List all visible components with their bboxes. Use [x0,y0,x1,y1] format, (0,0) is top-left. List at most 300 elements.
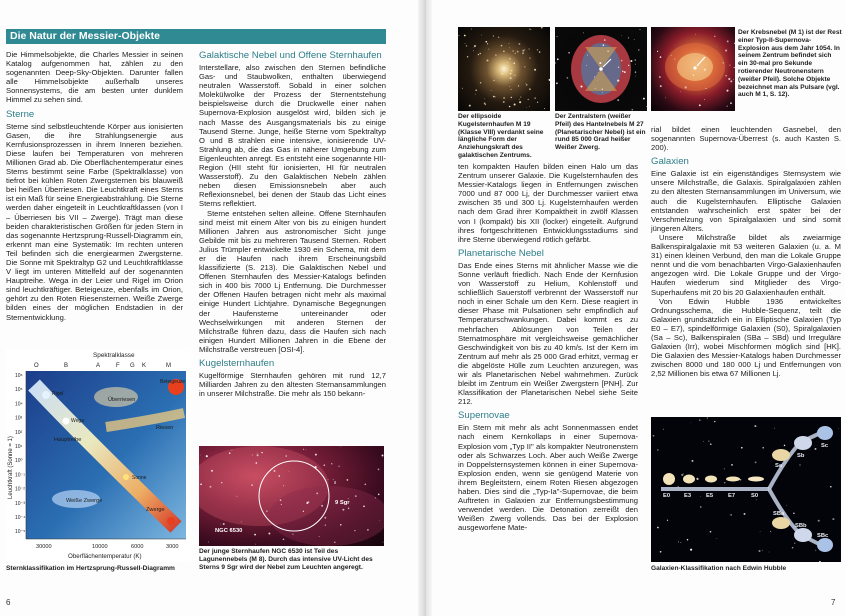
supernovae-paragraph: Ein Stern mit mehr als acht Sonnenmassen endet nach einem Kernkollaps in einer Supernova-Explosion vom „Typ II" als kompakter Neutronenstern oder als Schwarzes Loch. Aber auch Weiße Zwerge in Doppelsternsystemen können in einer Supernova-Explosion enden, wenn sie genügend Materie von ihrem Begleitstern, einem Roten Riesen abgezogen haben. Dies sind die „Typ-Ia"-Supernovae, die beim Auftreten in Galaxien zur Entfernungsbestimmung verwendet werden. Die Detonation zerreißt den Weißen Zwerg vollends. Das bei der Explosion ausgeworfene Mate- [458,423,638,533]
star-dot [340,524,342,526]
star-dot [367,529,369,531]
star-dot [315,454,317,456]
star-dot [303,511,304,512]
star-dot [539,51,541,53]
star-dot [495,54,496,55]
hr-y-tick: 10³ [15,415,23,422]
star-dot [537,49,538,50]
star-dot [724,482,726,484]
star-dot [657,527,659,529]
star-dot [512,50,514,52]
star-dot [520,97,521,98]
star-dot [838,428,839,429]
star-dot [680,92,681,93]
star-dot [599,62,601,64]
star-dot [509,58,511,60]
star-dot [229,452,231,454]
star-dot [522,52,524,54]
star-dot [716,538,717,539]
star-dot [462,88,463,89]
star-dot [268,533,270,535]
star-dot [325,524,326,525]
star-dot [700,506,701,507]
star-dot [598,72,599,73]
star-dot [678,541,679,542]
star-dot [479,53,481,55]
hr-spectral-class-o: O [34,363,39,369]
star-dot [375,497,376,498]
star-dot [355,495,357,497]
star-dot [760,531,761,532]
star-dot [518,85,519,86]
star-dot [793,513,795,515]
hubble-sba-shape [772,517,790,529]
star-dot [236,496,237,497]
star-dot [659,76,661,78]
star-dot [624,71,626,73]
page-title: Die Natur der Messier-Objekte [6,29,386,44]
star-dot [707,417,708,418]
star-dot [509,43,510,44]
star-dot [708,441,709,442]
star-dot [473,50,474,51]
hubble-label-sa: Sa [775,463,783,469]
star-dot [603,44,605,46]
hr-spectral-class-b: B [64,363,69,369]
star-dot [699,419,701,421]
star-dot [510,73,512,75]
star-dot [493,35,494,36]
planetarische-paragraph: Das Ende eines Sterns mit ähnlicher Masse wie die Sonne verläuft friedlich. Nach Ende der Kernfusion von Wasserstoff zu Helium, Kohlenstoff und schließlich Sauerstoff verbrennt der Wasserstoff nur noch in einer Schale um den Kern. Diese reagiert in dieser Phase mit Pulsationen sehr empfindlich auf Temperaturschwankungen. Dabei kommt es zu mehrfachen Ablösungen von Teilen der Sternatmosphäre mit vergleichsweise gemächlicher Geschwindigkeit von bis zu 40 km/s. Ist der Kern im Zentrum auf mehr als 25 000 Grad erhitzt, vermag er die abgelöste Hülle zum Leuchten anzuregen, was wir als Planetarischen Nebel wahrnehmen. Zurück bleibt im Zentrum ein Weißer Zwergstern [PNH]. Zur Klassifikation der Planetarischen Nebel siehe Seite 212. [458,260,638,407]
star-dot [646,106,647,107]
star-dot [567,77,569,79]
hr-title: Spektralklasse [93,352,135,359]
page-number-left: 6 [6,598,11,607]
hr-label-zwerge: Zwerge [146,507,165,513]
hr-y-tick: 10⁻² [15,486,25,493]
star-dot [211,470,213,472]
star-dot [657,51,658,52]
star-dot [730,80,732,82]
star-dot [210,486,212,488]
star-dot [363,506,365,508]
heading-nebel: Galaktische Nebel und Offene Sternhaufen [199,50,382,61]
star-dot [728,78,730,80]
star-dot [319,536,320,537]
star-dot [338,466,339,467]
star-dot [660,551,662,553]
star-dot [730,102,732,104]
star-dot [498,37,500,39]
star-dot [206,455,208,457]
star-dot [755,461,757,463]
star-dot [681,474,683,476]
star-dot [503,51,504,52]
star-dot [331,463,332,464]
star-dot [220,524,221,525]
star-dot [306,502,308,504]
star-dot [474,45,476,47]
hr-y-tick: 10⁻¹ [15,472,25,479]
star-dot [769,552,770,553]
star-dot [529,48,530,49]
hubble-label-sb: Sb [797,453,805,459]
star-dot [700,496,701,497]
hubble-svg [651,417,841,562]
hr-dwarf-dot [167,517,175,525]
hr-x-tick-labels [36,544,178,550]
star-dot [635,76,636,77]
star-dot [280,499,282,501]
star-dot [671,55,672,56]
star-dot [714,421,715,422]
star-dot [628,37,629,38]
star-dot [208,542,209,543]
star-dot [622,71,624,73]
star-dot [255,462,257,464]
star-dot [657,449,658,450]
star-dot [519,99,520,100]
caption-hubble: Galaxien-Klassifikation nach Edwin Hubble [651,565,787,572]
column-left-1 [6,50,183,322]
star-dot [518,43,520,45]
star-dot [507,62,508,63]
star-dot [587,55,588,56]
hr-spectral-class-k: K [142,363,147,369]
hr-y-tick: 10⁶ [15,373,23,379]
star-dot [635,64,636,65]
star-dot [770,531,771,532]
star-dot [501,73,503,75]
star-dot [594,76,595,77]
star-dot [524,66,525,67]
star-dot [680,542,681,543]
star-dot [730,514,731,515]
hr-rigel-dot [42,391,50,399]
star-dot [534,97,536,99]
hr-x-tick: 3000 [166,544,179,550]
hr-label-ueberriesen: Überriesen [108,397,136,403]
hr-y-label: Leuchtkraft (Sonne = 1) [8,436,14,499]
hr-label-rigel: Rigel [52,391,64,397]
star-dot [667,520,668,521]
star-dot [200,455,201,456]
star-dot [493,96,495,98]
star-dot [511,97,512,98]
star-dot [731,464,733,466]
heading-sterne: Sterne [6,108,35,120]
hr-label-weisse-zwerge: Weiße Zwerge [66,498,103,504]
star-dot [503,97,505,99]
star-dot [792,547,794,549]
star-dot [480,82,481,83]
star-dot [729,65,730,66]
star-dot [617,99,619,101]
hr-x-tick: 30000 [36,544,52,550]
star-dot [714,36,715,37]
star-dot [754,425,756,427]
nebel-paragraph-1: Interstellare, also zwischen den Sternen befindliche Gas- und Staubwolken, enthalten überwiegend neutralen Wasserstoff. Sobald in einer solchen Molekülwolke der Prozess der Sternentstehung beispielsweise durch die Druckwelle einer nahen Supernova-Explosion ausgelöst wird, bilden sich je nach Masse des Ausgangsmaterials bis zu einige Tausend Sterne. Junge, heiße Sterne vom Spektraltyp O und B strahlen eine intensive, ionisierende UV-Strahlung ab, die das Gas in näherer Umgebung zum Eigenleuchten anregt. Es entsteht eine sogenannte HII-Region (HII steht für ionisierten, HI für neutralen Wasserstoff). Zu den Galaktischen Nebeln zählen neben diesen Emissionsnebeln aber auch Reflexionsnebel, bei denen der Staub das Licht eines Sterns reflektiert. [199,63,386,209]
star-dot [815,550,816,551]
hubble-e5-shape [705,476,717,483]
hr-x-tick: 6000 [131,544,144,550]
caption-krebsnebel: Der Krebsnebel (M 1) ist der Rest einer Typ-II-Supernova-Explosion aus dem Jahr 1054. In seinem Zentrum befindet sich ein 30-mal pro Sekunde rotierender Neutronenstern (weißer Pfeil). Solche Objekte bezeichnet man als Pulsare (vgl. auch M 1, S. 12). [738,29,842,99]
hr-diagram [6,349,191,561]
star-dot [513,62,515,64]
star-dot [529,106,530,107]
hubble-diagram [651,417,841,562]
star-dot [354,530,355,531]
star-dot [734,67,735,68]
hr-spectral-class-a: A [96,363,101,369]
hubble-sbb-shape [794,528,812,542]
star-dot [488,49,489,50]
star-dot [607,51,608,52]
star-dot [710,443,711,444]
star-dot [347,479,349,481]
star-dot [223,523,225,525]
hr-spectral-class-f: F [116,363,120,369]
star-dot [474,47,475,48]
star-dot [324,517,326,519]
star-dot [537,102,538,103]
hr-y-tick: 10⁵ [15,387,23,394]
star-dot [485,41,487,43]
star-dot [663,429,664,430]
star-dot [830,486,832,488]
page-number-right: 7 [831,598,836,607]
star-dot [484,102,486,104]
hubble-e7-shape [726,477,740,482]
hr-spectral-class-m: M [166,363,171,369]
ngc-label: NGC 6530 [215,528,243,534]
nebel-paragraph-2: Sterne entstehen selten alleine. Offene Sternhaufen sind meist mit einem Alter von bis zu einigen hundert Millionen Jahren aus astronomischer Sicht junge Gebilde mit bis zu mehreren Tausend Sternen. Robert Julius Trümpler entwickelte 1930 ein Schema, mit dem er die Haufen nach ihrem Erscheinungsbild klassifizierte (S. 213). Die Galaktischen Nebel und Offenen Sternhaufen des Messier-Katalogs befinden sich in 400 bis 7000 Lj Entfernung. Die Durchmesser der Offenen Haufen betragen nicht mehr als maximal einige Hundert Lichtjahre. Dynamische Begegnungen der Haufensterne untereinander oder Wechselwirkungen mit anderen Sternen der Milchstraße führen dazu, dass die Haufen sich nach einigen Hundert Millionen Jahren in die Ebene der Milchstraße verstreuen [OSI-4]. [199,208,386,354]
star-dot [818,520,820,522]
star-dot [324,464,325,465]
star-dot [257,454,259,456]
hubble-sc-shape [817,426,833,440]
star-dot [617,80,619,82]
star-dot [491,90,492,91]
hr-label-beteigeuze: Beteigeuze [160,379,186,385]
star-dot [660,56,662,58]
hr-y-tick-labels [15,373,25,535]
star-dot [583,32,584,33]
m19-photo-svg [458,27,550,111]
star-dot [251,484,253,486]
star-dot [261,452,262,453]
star-dot [628,65,629,66]
star-dot [653,435,655,437]
galaxien-paragraph-2: Unsere Milchstraße bildet als zweiarmige Balkenspiralgalaxie mit 53 weiteren Galaxien (u. a. M 31) einen kleinen Verbund, den man die Lokale Gruppe nennt und die vom benachbarten Virgo-Galaxienhaufen angezogen wird. Die Lokale Gruppe und der Virgo-Haufen wiederum sind Mitglieder des Virgo-Superhaufens mit 20 bis 20 Galaxienhaufen enthält. [651,232,841,297]
star-dot [529,57,530,58]
caption-m27: Der Zentralstern (weißer Pfeil) des Hantelnebels M 27 (Planetarischer Nebel) ist ein rund 85 000 Grad heißer Weißer Zwerg. [555,113,646,152]
caption-hr-diagram: Sternklassifikation im Hertzsprung-Russell-Diagramm [6,565,175,572]
star-dot [254,534,256,536]
hr-y-tick: 10¹ [15,444,23,450]
star-dot [328,479,329,480]
star-dot [621,35,622,36]
star-dot [727,40,729,42]
star-dot [241,521,242,522]
star-dot [815,448,817,450]
star-dot [478,54,479,55]
kugel-paragraph: Kugelförmige Sternhaufen gehören mit rund 12,7 Milliarden Jahren zu den ältesten Sternansammlungen in unserer Milchstraße. Die mehr als 150 bekann- [199,371,386,399]
star-dot [741,447,743,449]
star-dot [555,62,556,63]
hr-label-riesen: Riesen [156,425,174,431]
star-dot [529,29,530,30]
hubble-label-e0: E0 [663,493,671,499]
star-dot [511,89,512,90]
star-dot [200,483,202,485]
hubble-label-sbb: SBb [795,523,807,529]
star-dot [519,101,521,103]
star-dot [734,43,735,45]
column-left-2 [199,50,386,398]
photo-krebsnebel [651,27,735,111]
star-dot [819,561,821,562]
star-dot [687,539,688,540]
star-dot [484,99,485,100]
star-dot [786,505,787,506]
star-dot [306,449,307,450]
star-dot [526,83,527,84]
star-dot [364,483,366,485]
star-dot [514,103,516,105]
star-dot [704,99,705,100]
star-dot [727,90,729,92]
hubble-e0-shape [663,473,675,485]
star-dot [703,441,704,442]
hr-y-tick: 10⁻³ [15,500,25,507]
star-dot [342,509,344,511]
star-dot [252,454,253,455]
intro-paragraph: Die Himmelsobjekte, die Charles Messier in seinen Katalog aufgenommen hat, zählen zu den sogenannten Deep-Sky-Objekten. Darunter fallen alle Himmelsobjekte außerhalb unseres Sonnensystems, die am besten unter dunklem Himmel zu sehen sind. [6,50,183,105]
book-gutter [418,0,432,616]
star-dot [717,46,718,47]
star-dot [784,445,786,447]
hr-y-tick: 10⁻⁴ [15,515,26,521]
star-dot [255,544,256,545]
star-dot [273,470,275,472]
star-dot [517,51,519,53]
hubble-label-sbc: SBc [817,533,829,539]
m27-photo-svg [555,27,647,111]
star-dot [758,550,760,552]
hr-label-sonne: Sonne [132,475,147,481]
star-dot [526,84,528,86]
star-dot [665,97,666,98]
star-dot [529,88,531,90]
star-dot [774,428,775,429]
krebs-photo-svg [651,27,735,111]
star-dot [493,80,494,81]
star-dot [526,107,527,108]
hubble-label-sba: SBa [773,511,785,517]
star-dot [283,538,285,540]
star-dot [534,69,536,71]
hr-y-tick: 10⁴ [15,401,23,408]
galaxien-paragraph-3: Von Edwin Hubble 1936 entwickeltes Ordnungsschema, die Hubble-Sequenz, teilt die Galaxien grundsätzlich ein in Elliptische Galaxien (Typ E0 – E7), spindelförmige Galaxien (S0), Spiralgalaxien (Sa – Sc), Balkenspiralen (SBa – SBd) und Irreguläre Galaxien (Irr), wobei Mischformen möglich sind [HK]. Die Galaxien des Messier-Katalogs haben Durchmesser zwischen 8000 und 180 000 Lj und Entfernungen von 2,52 Millionen bis etwa 67 Millionen Lj. [651,296,841,379]
star-dot [510,77,512,79]
star-dot [334,541,336,543]
hubble-sb-shape [794,436,812,450]
star-dot [756,500,757,501]
star-dot [643,98,645,100]
star-dot [321,505,323,507]
photo-m19 [458,27,550,111]
star-dot [266,510,267,511]
caption-ngc-6530: Der junge Sternhaufen NGC 6530 ist Teil des Lagunennebels (M 8). Durch das intensive UV-Licht des Sterns 9 Sgr wird der Nebel zum Leuchten angeregt. [199,548,373,571]
hubble-label-e3: E3 [684,493,692,499]
hubble-sa-shape [772,449,790,461]
star-dot [597,80,598,81]
hubble-label-s0: S0 [751,493,759,499]
star-dot [511,70,512,71]
star-dot [634,39,635,40]
star-dot [221,482,222,483]
star-dot [278,475,280,477]
star-dot [638,49,640,51]
photo-m27 [555,27,647,111]
star-dot [724,468,725,469]
star-dot [541,27,543,29]
star-dot [501,45,503,47]
star-dot [464,35,466,37]
star-dot [283,485,284,486]
star-dot [695,34,696,35]
star-dot [503,101,505,103]
star-dot [475,89,477,91]
star-dot [379,520,380,521]
star-dot [685,86,687,88]
star-dot [509,47,510,48]
star-dot [382,455,384,457]
star-dot [595,88,596,89]
star-dot [348,508,349,509]
hr-x-tick: 10000 [92,544,108,550]
star-dot [799,464,800,465]
star-dot [341,447,342,448]
star-dot [568,52,570,54]
star-dot [630,60,632,62]
star-dot [602,88,603,89]
hr-wega-dot [63,418,70,425]
star-dot [635,71,636,72]
star-dot [471,29,472,30]
heading-supernovae: Supernovae [458,410,510,422]
star-dot [315,466,317,468]
star-dot [744,513,746,515]
heading-kugelsternhaufen: Kugelsternhaufen [199,358,275,369]
star-dot [383,542,384,543]
hubble-s0-shape [748,477,764,482]
star-dot [486,59,488,61]
star-dot [674,59,675,60]
column-right-2 [651,125,841,378]
star-dot [660,85,662,87]
column-right-1 [458,162,638,532]
star-dot [604,39,605,40]
star-dot [690,422,691,423]
star-dot [725,49,727,51]
caption-m19: Der ellipsoide Kugelsternhaufen M 19 (Klasse VIII) verdankt seine längliche Form der Anziehungskraft des galaktischen Zentrums. [458,113,544,159]
hr-label-wega: Wega [71,418,84,424]
hubble-label-e7: E7 [728,493,736,499]
star-dot [289,471,290,472]
star-dot [334,481,335,482]
